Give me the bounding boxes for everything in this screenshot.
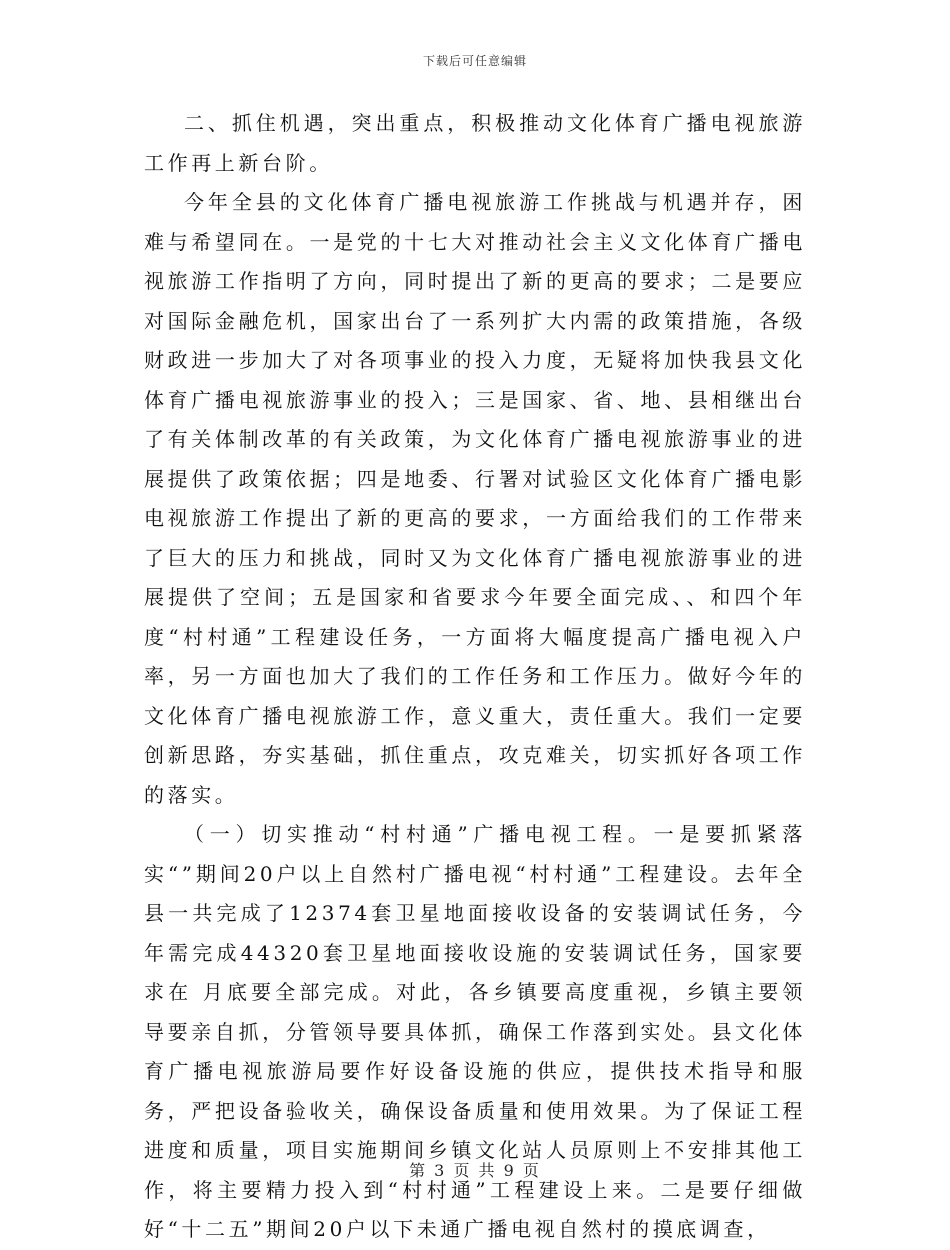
document-body [144,104,806,1250]
body-paragraph: 今年全县的文化体育广播电视旅游工作挑战与机遇并存，困难与希望同在。一是党的十七大对推动社会主义文化体育广播电视旅游工作指明了方向，同时提出了新的更高的要求；二是要应对国际金融危机，国家出台了一系列扩大内需的政策措施，各级财政进一步加大了对各项事业的投入力度，无疑将加快我县文化体育广播电视旅游事业的投入；三是国家、省、地、县相继出台了有关体制改革的有关政策，为文化体育广播电视旅游事业的进展提供了政策依据；四是地委、行署对试验区文化体育广播电影电视旅游工作提出了新的更高的要求，一方面给我们的工作带来了巨大的压力和挑战，同时又为文化体育广播电视旅游事业的进展提供了空间；五是国家和省要求今年要全面完成、、和四个年度“村村通”工程建设任务，一方面将大幅度提高广播电视入户率，另一方面也加大了我们的工作任务和工作压力。做好今年的文化体育广播电视旅游工作，意义重大，责任重大。我们一定要创新思路，夯实基础，抓住重点，攻克难关，切实抓好各项工作的落实。 [144,190,806,807]
section-heading-paragraph: 二、抓住机遇，突出重点，积极推动文化体育广播电视旅游工作再上新台阶。 [144,111,806,175]
body-paragraph: （一）切实推动“村村通”广播电视工程。一是要抓紧落实“”期间20户以上自然村广播电视“村村通”工程建设。去年全县一共完成了12374套卫星地面接收设备的安装调试任务，今年需完成44320套卫星地面接收设施的安装调试任务，国家要求在 月底要全部完成。对此，各乡镇要高度重视，乡镇主要领导要亲自抓，分管领导要具体抓，确保工作落到实处。县文化体育广播电视旅游局要作好设备设施的供应，提供技术指导和服务，严把设备验收关，确保设备质量和使用效果。为了保证工程进度和质量，项目实施期间乡镇文化站人员原则上不安排其他工作，将主要精力投入到“村村通”工程建设上来。二是要仔细做好“十二五”期间20户以下未通广播电视自然村的摸底调查， [144,822,806,1241]
page-number-footer: 第 3 页 共 9 页 [409,1161,541,1180]
page-header: 下载后可任意编辑 [422,54,527,68]
